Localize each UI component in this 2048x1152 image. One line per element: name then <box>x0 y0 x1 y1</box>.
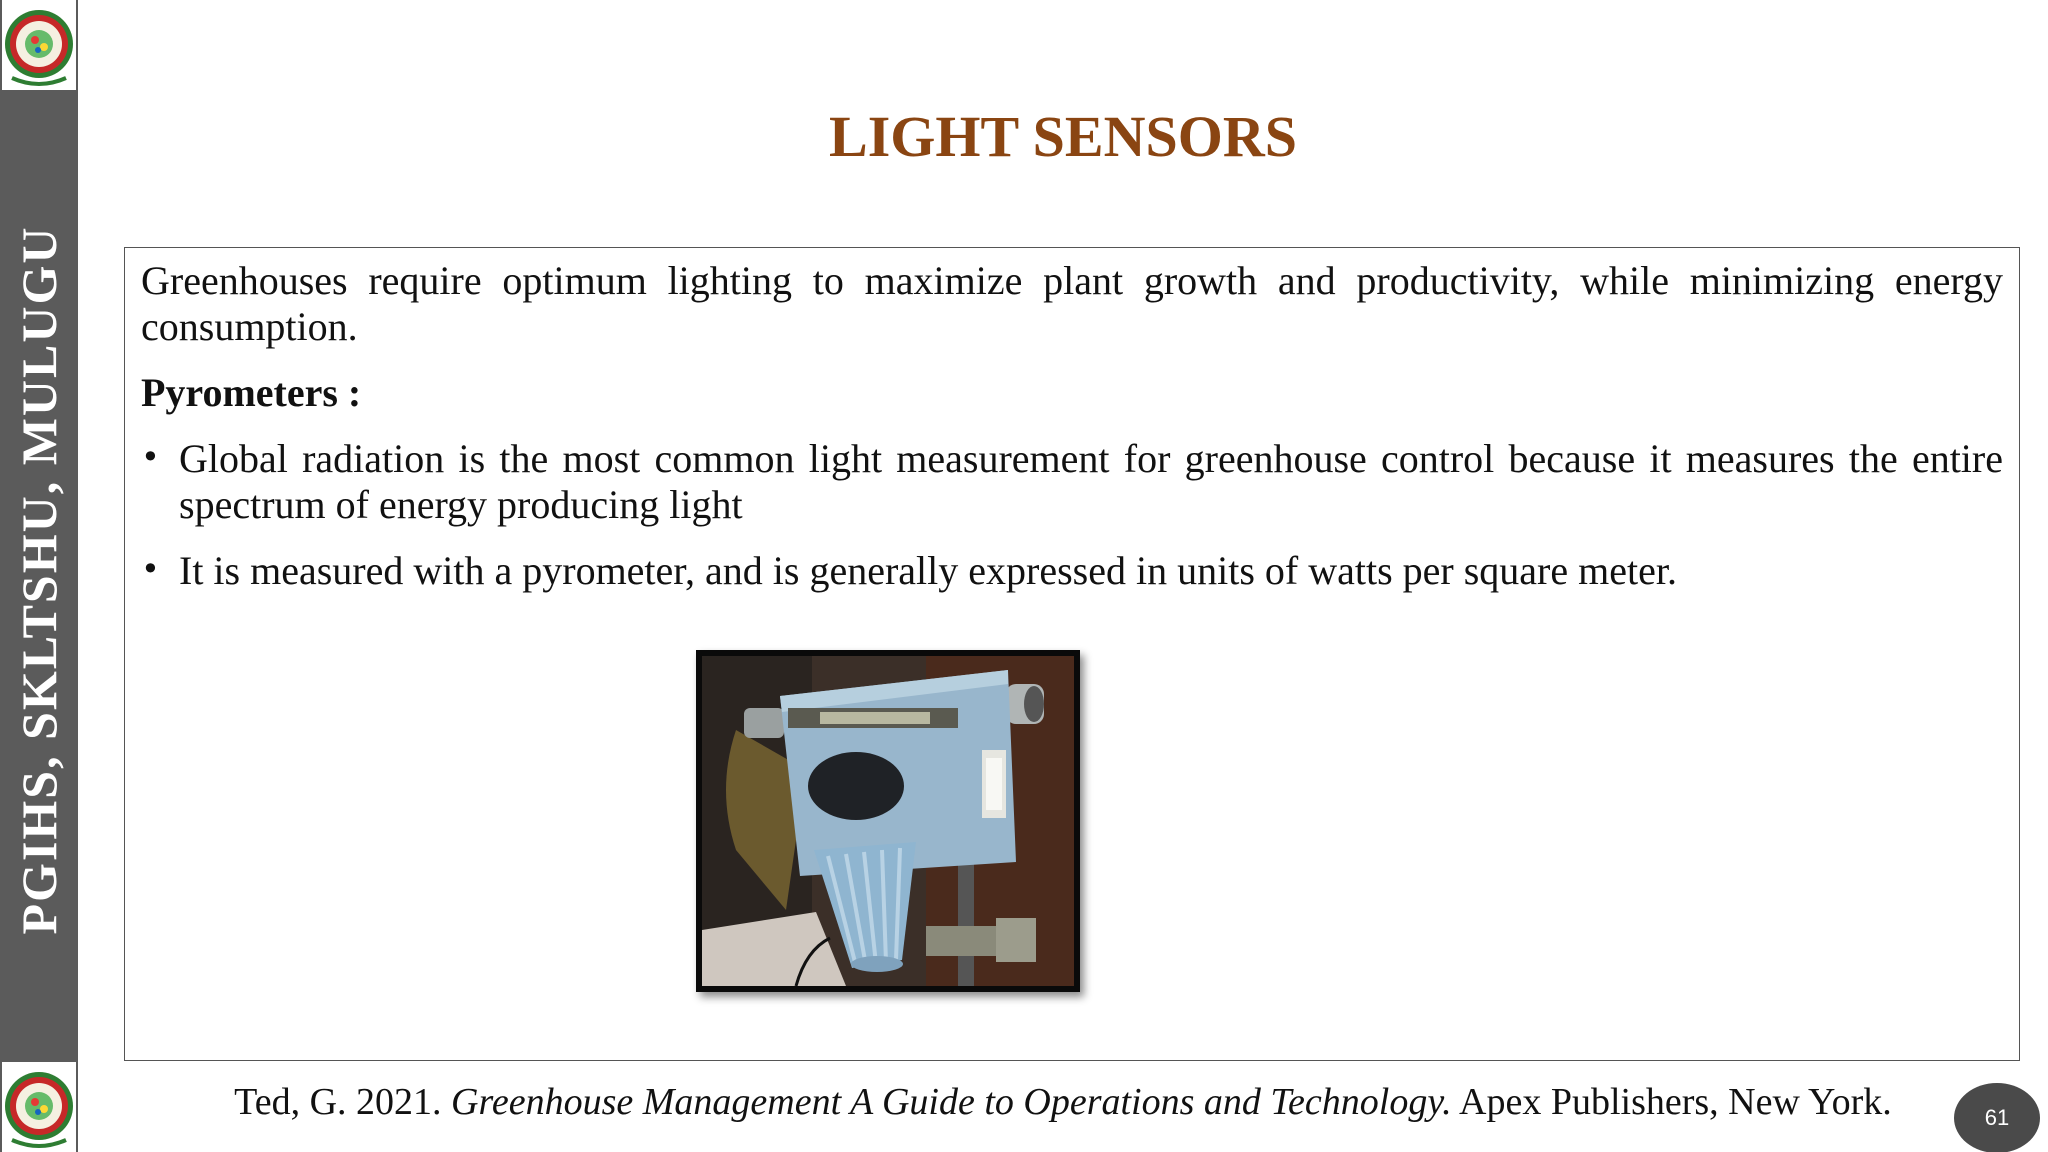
pyrometer-photo <box>696 650 1080 992</box>
citation-publisher: Apex Publishers, New York. <box>1451 1081 1892 1123</box>
page-number-badge: 61 <box>1954 1083 2040 1152</box>
intro-paragraph: Greenhouses require optimum lighting to maximize plant growth and productivity, while minimizing energy consumption. <box>141 258 2003 349</box>
content-text <box>141 258 2003 614</box>
list-item <box>141 436 2003 528</box>
bullet-text: Global radiation is the most common light measurement for greenhouse control because it measures the entire spectrum of energy producing light <box>179 436 2003 527</box>
citation-author-year: Ted, G. 2021. <box>234 1081 452 1123</box>
bullet-list <box>141 436 2003 594</box>
university-logo-bottom <box>2 1062 76 1152</box>
bullet-icon: • <box>141 550 160 588</box>
slide-title: LIGHT SENSORS <box>829 104 1297 169</box>
citation-book-title: Greenhouse Management A Guide to Operations and Technology. <box>451 1081 1452 1123</box>
side-banner <box>0 0 78 1152</box>
section-heading: Pyrometers : <box>141 370 362 415</box>
university-logo-top <box>2 0 76 90</box>
institution-vertical-text: PGIHS, SKLTSHU, MULUGU <box>11 225 67 935</box>
list-item <box>141 548 2003 594</box>
bullet-icon: • <box>141 438 160 476</box>
citation <box>78 1080 2048 1124</box>
bullet-text: It is measured with a pyrometer, and is generally expressed in units of watts per square meter. <box>179 548 1677 593</box>
